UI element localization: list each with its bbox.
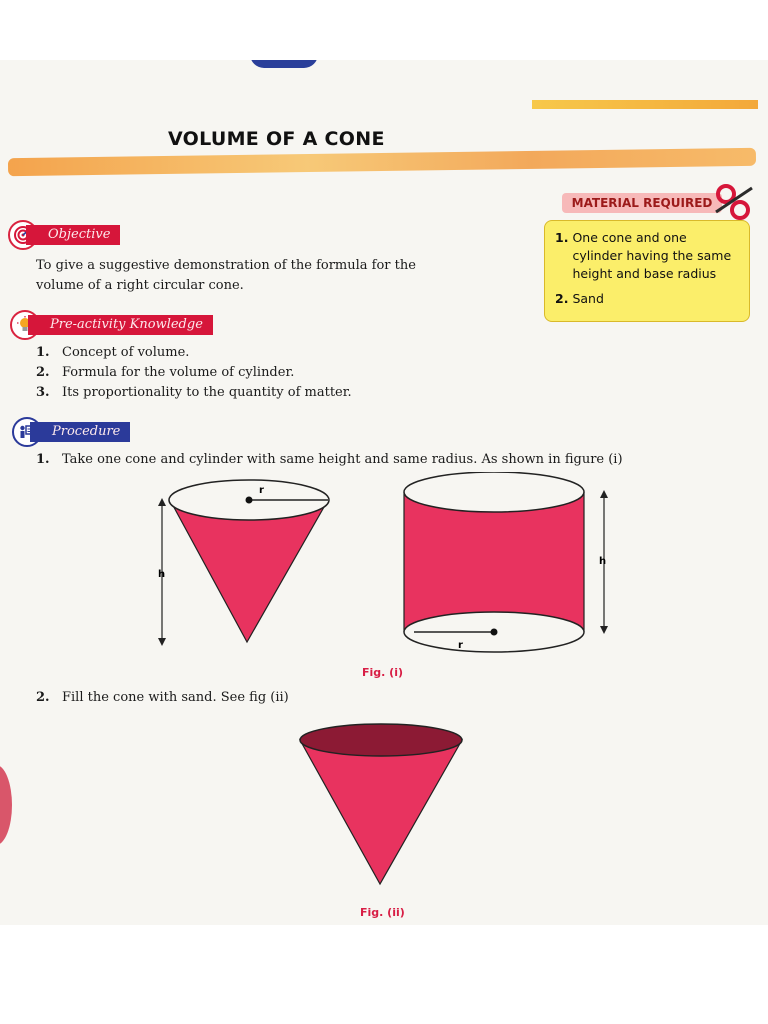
cylinder-height-label: h — [599, 556, 607, 567]
chapter-tab — [250, 60, 318, 68]
cone-center-point — [246, 497, 253, 504]
decor-band — [532, 100, 758, 109]
cone-shape — [170, 500, 328, 642]
list-item: 2. Formula for the volume of cylinder. — [36, 365, 295, 380]
title-underline-bar — [8, 148, 756, 176]
procedure-step-1: 1. Take one cone and cylinder with same height and same radius. As shown in figure (i) — [36, 452, 623, 467]
thumb-edge — [0, 765, 12, 845]
objective-text: To give a suggestive demonstration of the formula for the volume of a right circular cone. — [36, 258, 416, 293]
list-item: 1. Concept of volume. — [36, 345, 190, 360]
material-box — [544, 220, 750, 322]
figure-2-caption: Fig. (ii) — [360, 906, 405, 919]
cylinder-radius-label: r — [458, 640, 463, 651]
cone-arrow-up — [158, 498, 166, 506]
cone-arrow-down — [158, 638, 166, 646]
scissors-icon — [712, 182, 756, 222]
objective-label: Objective — [26, 225, 120, 245]
list-item: 3. Its proportionality to the quantity of matter. — [36, 385, 352, 400]
cylinder-center-point — [491, 629, 498, 636]
figure-1-caption: Fig. (i) — [362, 666, 403, 679]
objective-header — [8, 220, 120, 250]
sand-surface — [300, 724, 462, 756]
figure-1 — [150, 472, 620, 672]
pre-activity-list — [36, 343, 352, 403]
material-item-2: 2. Sand — [555, 291, 604, 306]
textbook-page — [0, 60, 768, 925]
cone-radius-label: r — [259, 485, 264, 496]
figure-2 — [290, 716, 480, 891]
cone-height-label: h — [158, 569, 166, 580]
sand-cone-shape — [300, 740, 462, 884]
pre-activity-label: Pre-activity Knowledge — [28, 315, 213, 335]
cylinder-top-ellipse — [404, 472, 584, 512]
cylinder-body — [404, 492, 584, 632]
cylinder-arrow-down — [600, 626, 608, 634]
page-title: VOLUME OF A CONE — [168, 128, 385, 150]
procedure-label: Procedure — [30, 422, 130, 442]
material-item-1: 1. One cone and one cylinder having the same height and base radius — [555, 230, 732, 281]
material-heading: MATERIAL REQUIRED — [562, 193, 722, 213]
cylinder-arrow-up — [600, 490, 608, 498]
procedure-step-2: 2. Fill the cone with sand. See fig (ii) — [36, 690, 289, 705]
pre-activity-header — [10, 310, 213, 340]
procedure-header — [12, 417, 130, 447]
